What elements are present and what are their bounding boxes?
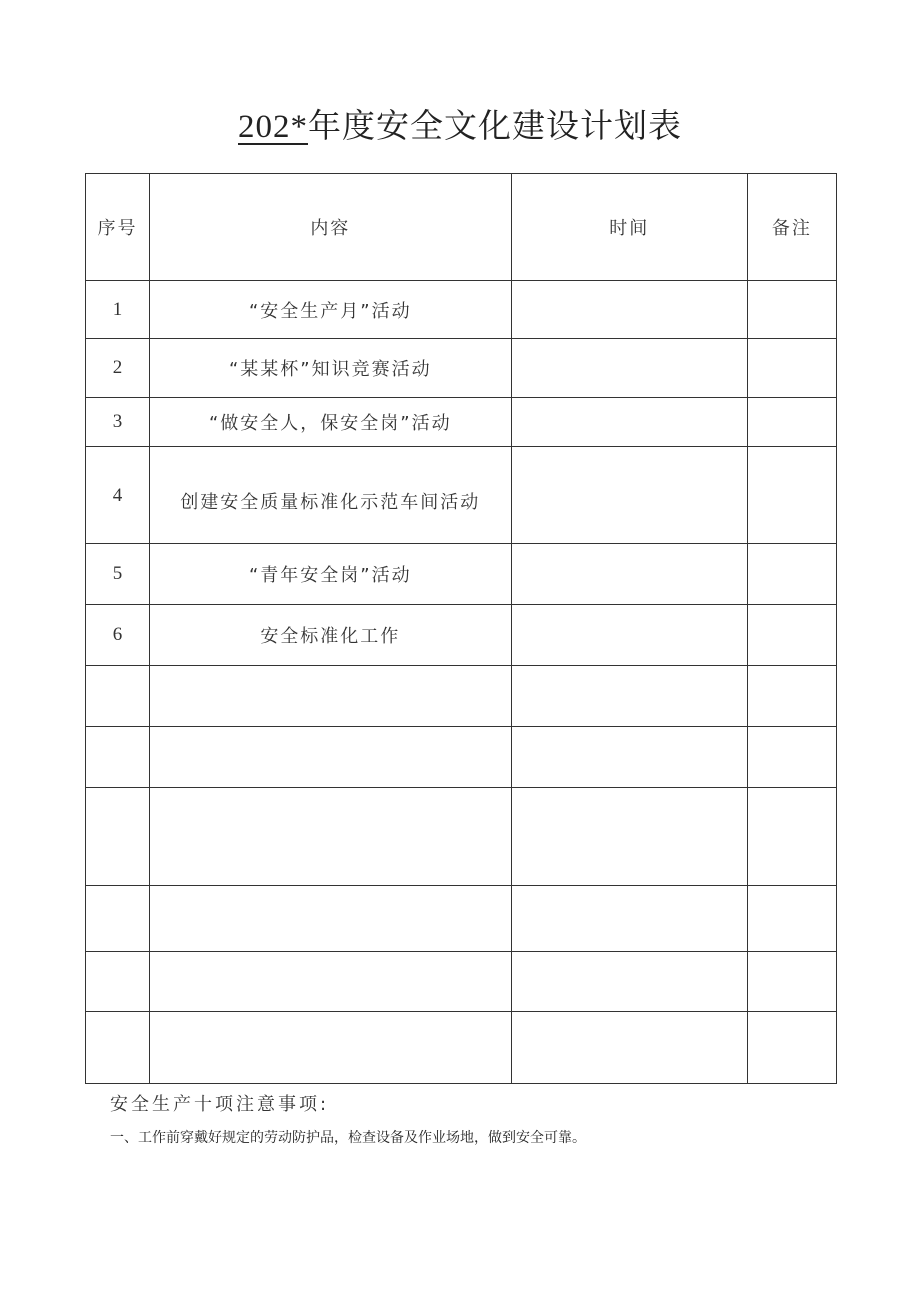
row-time — [511, 398, 747, 447]
row-time — [511, 339, 747, 398]
notes-heading: 安全生产十项注意事项: — [110, 1094, 330, 1115]
row-note — [747, 1012, 836, 1084]
row-time — [511, 1012, 747, 1084]
row-time — [511, 952, 747, 1012]
row-content: “做安全人，保安全岗”活动 — [150, 398, 511, 447]
row-note — [747, 281, 836, 339]
table-row — [86, 1012, 837, 1084]
table-row — [86, 398, 837, 447]
row-content: “安全生产月”活动 — [150, 281, 511, 339]
row-content: “青年安全岗”活动 — [150, 544, 511, 605]
plan-table — [85, 173, 837, 1084]
header-seq: 序号 — [86, 174, 150, 281]
notes-item: 一、工作前穿戴好规定的劳动防护品，检查设备及作业场地，做到安全可靠。 — [110, 1130, 586, 1146]
row-content — [150, 886, 511, 952]
table-row — [86, 339, 837, 398]
row-time — [511, 447, 747, 544]
table-row — [86, 886, 837, 952]
row-seq: 4 — [86, 447, 150, 544]
row-seq: 2 — [86, 339, 150, 398]
table-row — [86, 952, 837, 1012]
row-note — [747, 886, 836, 952]
header-time: 时间 — [511, 174, 747, 281]
row-seq — [86, 727, 150, 788]
table-header-row — [86, 174, 837, 281]
row-seq: 6 — [86, 605, 150, 666]
row-time — [511, 788, 747, 886]
row-note — [747, 605, 836, 666]
row-note — [747, 544, 836, 605]
row-seq — [86, 952, 150, 1012]
row-content — [150, 727, 511, 788]
title-text: 年度安全文化建设计划表 — [308, 106, 682, 145]
row-time — [511, 544, 747, 605]
row-content — [150, 788, 511, 886]
table-row — [86, 788, 837, 886]
row-content: 安全标准化工作 — [150, 605, 511, 666]
row-seq — [86, 886, 150, 952]
title-year: 202* — [238, 109, 308, 145]
row-time — [511, 281, 747, 339]
table-row — [86, 281, 837, 339]
header-note: 备注 — [747, 174, 836, 281]
row-note — [747, 398, 836, 447]
row-note — [747, 788, 836, 886]
row-seq — [86, 788, 150, 886]
row-content: 创建安全质量标准化示范车间活动 — [150, 447, 511, 544]
row-time — [511, 727, 747, 788]
page-title — [0, 100, 920, 147]
row-note — [747, 339, 836, 398]
row-content — [150, 952, 511, 1012]
row-time — [511, 886, 747, 952]
row-content — [150, 666, 511, 727]
row-content: “某某杯”知识竞赛活动 — [150, 339, 511, 398]
row-note — [747, 952, 836, 1012]
row-note — [747, 447, 836, 544]
table-row — [86, 544, 837, 605]
row-seq — [86, 666, 150, 727]
row-time — [511, 666, 747, 727]
header-content: 内容 — [150, 174, 511, 281]
row-seq — [86, 1012, 150, 1084]
row-content — [150, 1012, 511, 1084]
row-time — [511, 605, 747, 666]
row-seq: 3 — [86, 398, 150, 447]
row-seq: 5 — [86, 544, 150, 605]
row-note — [747, 727, 836, 788]
row-seq: 1 — [86, 281, 150, 339]
table-row — [86, 727, 837, 788]
table-row — [86, 605, 837, 666]
row-note — [747, 666, 836, 727]
table-row — [86, 666, 837, 727]
table-row — [86, 447, 837, 544]
